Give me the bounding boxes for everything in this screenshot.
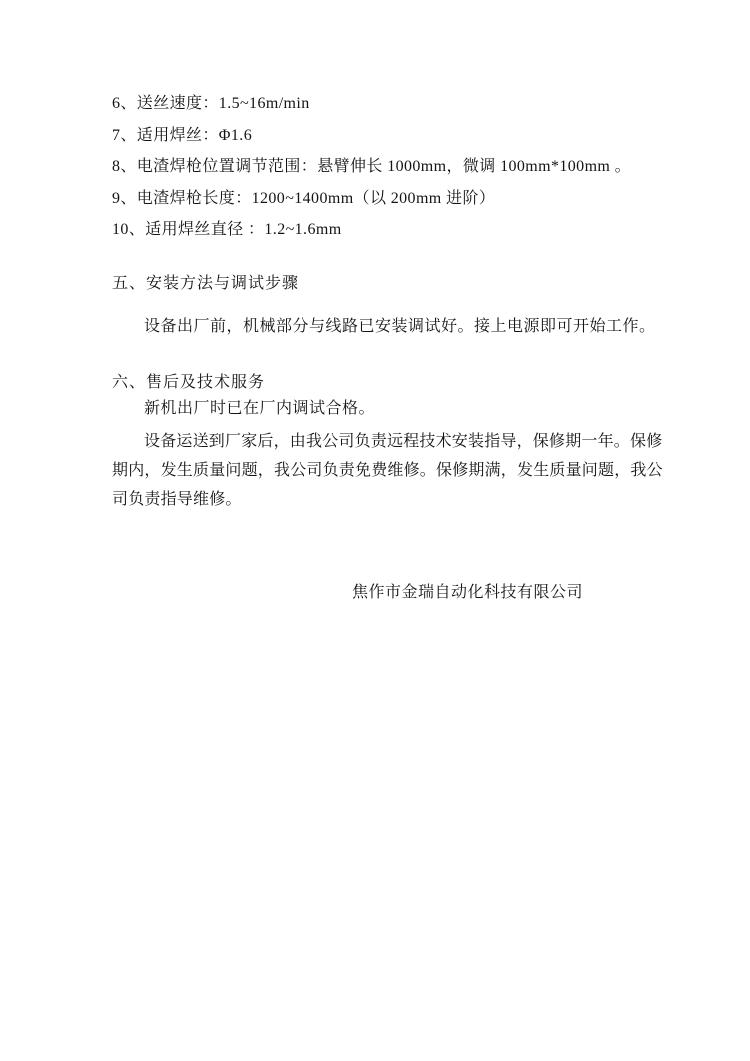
spec-item-gun-length: 9、电渣焊枪长度：1200~1400mm（以 200mm 进阶）: [112, 189, 496, 207]
warranty-line: 司负责指导维修。: [112, 490, 242, 508]
spec-item-applicable-wire: 7、适用焊丝：Φ1.6: [112, 126, 253, 144]
spec-item-wire-diameter: 10、适用焊丝直径 ：1.2~1.6mm: [112, 221, 342, 238]
spec-item-gun-position-range: 8、电渣焊枪位置调节范围：悬臂伸长 1000mm，微调 100mm*100mm 。: [112, 158, 632, 175]
section-heading-installation: 五、安装方法与调试步骤: [112, 274, 300, 292]
warranty-line: 设备运送到厂家后，由我公司负责远程技术安装指导，保修期一年。保修: [144, 432, 663, 450]
installation-paragraph: 设备出厂前，机械部分与线路已安装调试好。接上电源即可开始工作。: [144, 317, 656, 335]
section-heading-after-sales: 六、售后及技术服务: [112, 373, 266, 391]
spec-list: [112, 88, 644, 246]
after-sales-intro-line: 新机出厂时已在厂内调试合格。: [144, 399, 376, 417]
spec-item-wire-feed-speed: 6、送丝速度：1.5~16m/min: [112, 95, 310, 112]
company-signature: 焦作市金瑞自动化科技有限公司: [352, 583, 584, 601]
document-content: [112, 0, 663, 601]
warranty-paragraph: [112, 427, 663, 514]
warranty-line: 期内，发生质量问题，我公司负责免费维修。保修期满，发生质量问题，我公: [112, 461, 663, 479]
